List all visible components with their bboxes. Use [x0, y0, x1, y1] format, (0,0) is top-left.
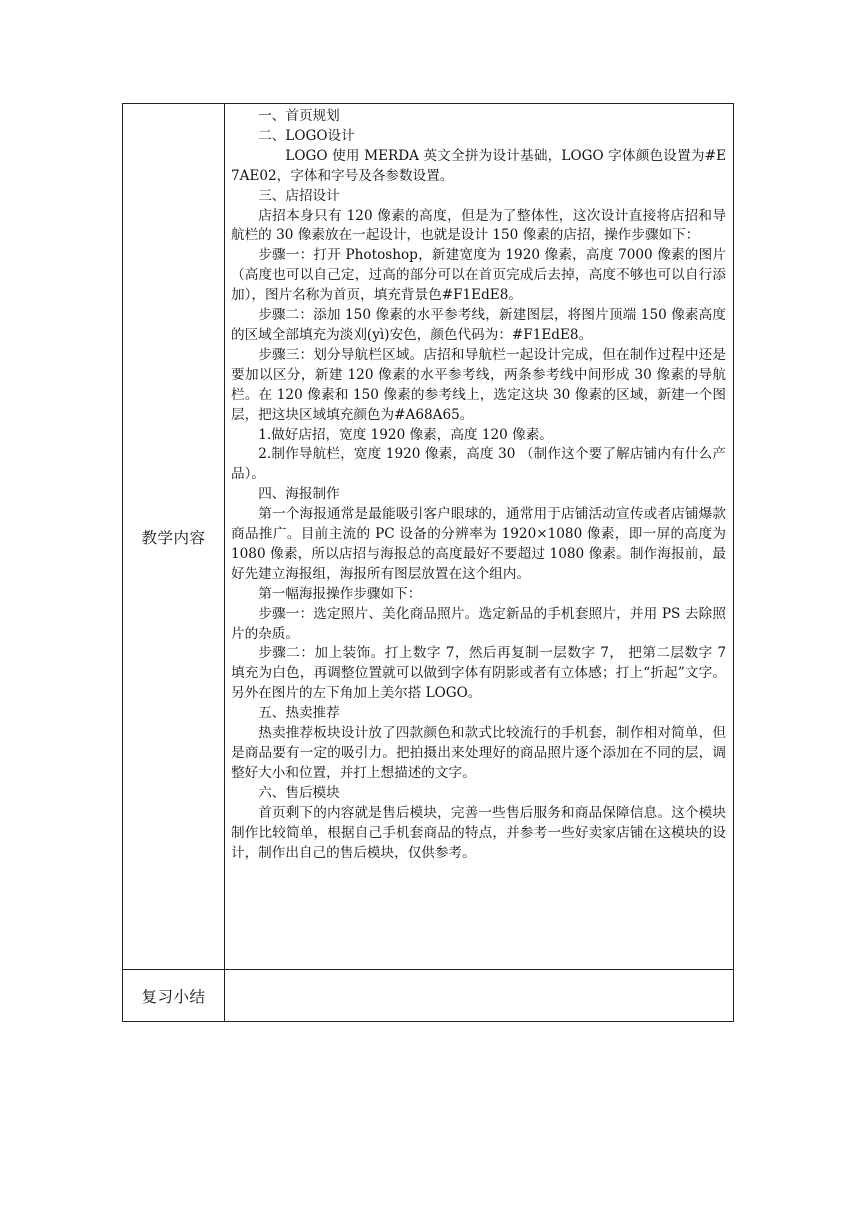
teaching-content-row — [123, 104, 734, 970]
content-paragraph: LOGO 使用 MERDA 英文全拼为设计基础，LOGO 字体颜色设置为#E7AE02，字体和字号及各参数设置。 — [231, 147, 726, 184]
review-summary-row — [123, 970, 734, 1022]
content-paragraph: 六、售后模块 — [258, 784, 340, 801]
content-paragraph: 步骤一：打开 Photoshop，新建宽度为 1920 像素，高度 7000 像素的图片（高度也可以自己定，过高的部分可以在首页完成后去掉，高度不够也可以自行添加），图片名称为首页，填充背景色#F1EdE8。 — [231, 247, 726, 304]
lesson-table — [122, 103, 734, 1022]
review-summary-body — [225, 970, 734, 1022]
content-paragraph: 三、店招设计 — [258, 187, 340, 204]
content-paragraph: 四、海报制作 — [258, 486, 340, 503]
content-paragraph: 步骤一：选定照片、美化商品照片。选定新品的手机套照片，并用 PS 去除照片的杂质。 — [231, 605, 726, 642]
content-paragraph: 热卖推荐板块设计放了四款颜色和款式比较流行的手机套，制作相对简单，但是商品要有一定的吸引力。把拍摄出来处理好的商品照片逐个添加在不同的层，调整好大小和位置，并打上想描述的文字。 — [231, 725, 726, 781]
content-paragraph: 店招本身只有 120 像素的高度，但是为了整体性，这次设计直接将店招和导航栏的 30 像素放在一起设计，也就是设计 150 像素的店招，操作步骤如下： — [231, 207, 726, 244]
content-paragraph: 第一幅海报操作步骤如下： — [258, 585, 422, 602]
content-paragraph: 二、LOGO设计 — [258, 127, 355, 144]
content-paragraph: 第一个海报通常是最能吸引客户眼球的，通常用于店铺活动宣传或者店铺爆款商品推广。目前主流的 PC 设备的分辨率为 1920×1080 像素，即一屏的高度为 1080 像素，所以店招与海报总的高度最好不要超过 1080 像素。制作海报前，最好先建立海报组，海报所有图层放置在这个组内。 — [231, 506, 726, 582]
content-paragraph: 五、热卖推荐 — [258, 705, 340, 722]
teaching-content-label: 教学内容 — [123, 104, 225, 970]
content-paragraph: 步骤二：加上装饰。打上数字 7，然后再复制一层数字 7， 把第二层数字 7 填充为白色，再调整位置就可以做到字体有阴影或者有立体感；打上“折起”文字。另外在图片的左下角加上美尔搭 LOGO。 — [231, 645, 726, 702]
review-summary-label: 复习小结 — [123, 970, 225, 1022]
content-paragraph: 1.做好店招，宽度 1920 像素，高度 120 像素。 — [258, 426, 553, 443]
content-paragraph: 步骤二：添加 150 像素的水平参考线，新建图层，将图片顶端 150 像素高度的区域全部填充为淡刈(yì)安色，颜色代码为：#F1EdE8。 — [231, 307, 726, 343]
content-paragraph: 2.制作导航栏，宽度 1920 像素，高度 30 （制作这个要了解店铺内有什么产品）。 — [231, 446, 726, 483]
content-paragraph: 首页剩下的内容就是售后模块，完善一些售后服务和商品保障信息。这个模块制作比较简单，根据自己手机套商品的特点，并参考一些好卖家店铺在这模块的设计，制作出自己的售后模块，仅供参考。 — [231, 804, 726, 861]
content-paragraph: 步骤三：划分导航栏区域。店招和导航栏一起设计完成，但在制作过程中还是要加以区分，新建 120 像素的水平参考线，两条参考线中间形成 30 像素的导航栏。在 120 像素和 150 像素的参考线上，选定这块 30 像素的区域，新建一个图层，把这块区域填充颜色为#A68A65。 — [231, 346, 726, 423]
content-paragraph: 一、首页规划 — [258, 108, 340, 124]
teaching-content-body — [225, 104, 734, 970]
